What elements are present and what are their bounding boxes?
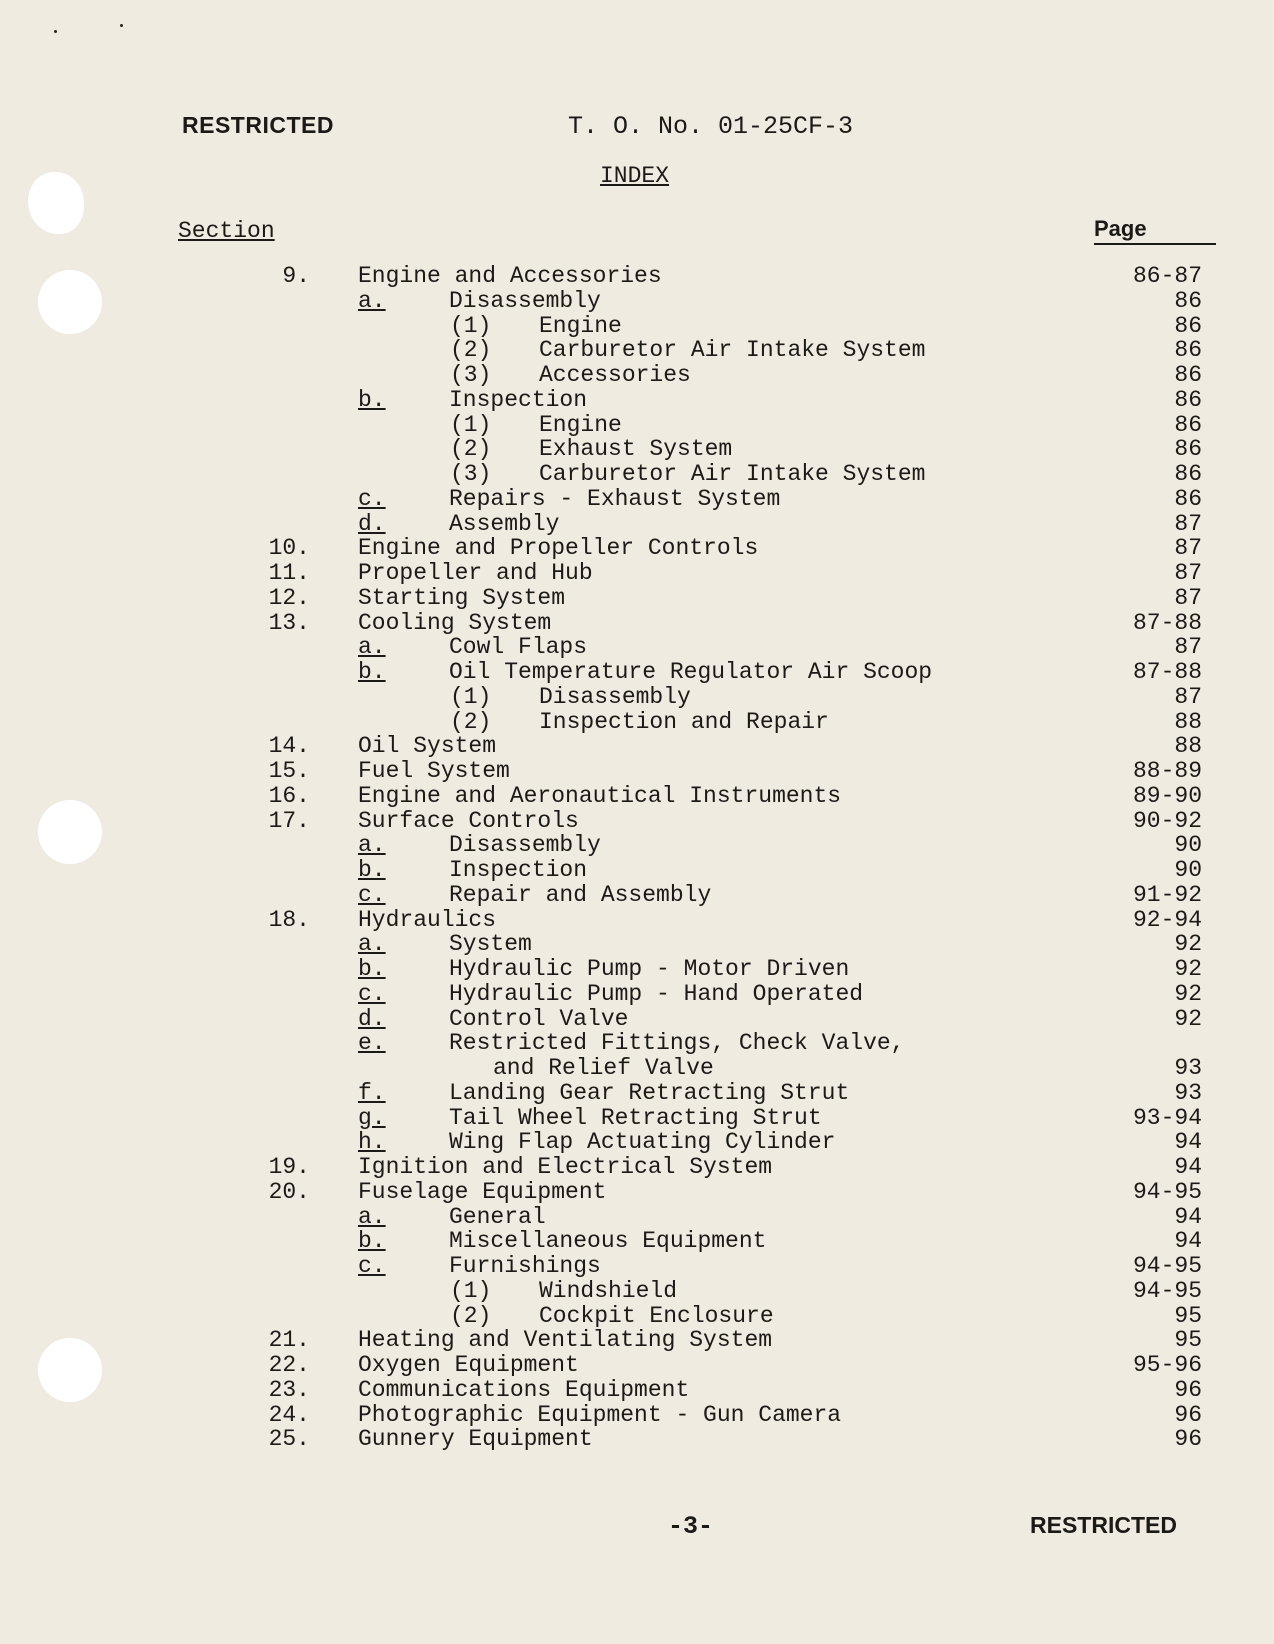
entry-title: Oil Temperature Regulator Air Scoop [449,659,933,685]
page-reference: 87-88 [1132,609,1202,636]
index-entry [0,289,1274,314]
page-reference: 96 [1174,1401,1202,1428]
item-number: (1) [450,1277,492,1304]
footer-classification: RESTRICTED [1030,1512,1177,1538]
subsection-letter: c. [358,881,386,908]
entry-title: Miscellaneous Equipment [449,1228,767,1255]
index-entry [0,413,1274,438]
page-reference: 94 [1174,1228,1202,1255]
section-number: 15. [268,758,310,784]
subsection-letter: h. [358,1129,386,1156]
index-entry [0,437,1274,462]
page-reference: 90 [1174,832,1202,859]
entry-title: Carburetor Air Intake System [539,461,926,487]
page-reference: 86 [1174,461,1202,487]
index-entry [0,957,1274,982]
page-reference: 87 [1174,510,1202,537]
page-reference: 88-89 [1132,758,1202,784]
page-reference: 86 [1174,362,1202,388]
page-reference: 95 [1174,1302,1202,1329]
ink-speck [120,24,123,27]
subsection-letter: b. [358,386,386,413]
entry-title: Fuel System [358,758,510,784]
entry-title: Starting System [358,584,566,611]
page-reference: 93 [1174,1055,1202,1081]
entry-title: Cowl Flaps [449,634,588,661]
index-entry [0,660,1274,685]
index-entry [0,1081,1274,1106]
item-number: (2) [450,337,492,364]
subsection-letter: b. [358,1228,386,1255]
subsection-letter: c. [358,485,386,512]
index-entry [0,1378,1274,1403]
page-reference: 92 [1174,931,1202,958]
page-reference: 86 [1174,485,1202,512]
section-number: 11. [268,560,310,586]
subsection-letter: a. [358,1203,386,1230]
page-number: -3- [668,1512,714,1541]
index-entry [0,932,1274,957]
section-number: 25. [268,1426,310,1453]
page-reference: 92 [1174,1005,1202,1032]
subsection-letter: a. [358,931,386,958]
subsection-letter: b. [358,956,386,982]
entry-title: Windshield [539,1277,678,1304]
index-entry [0,1007,1274,1032]
index-entry [0,685,1274,710]
subsection-letter: d. [358,1005,386,1032]
index-list [0,264,1274,1452]
index-entry [0,1279,1274,1304]
section-column-header: Section [178,218,275,244]
index-entry [0,1427,1274,1452]
page-reference: 92 [1174,980,1202,1007]
section-number: 12. [268,584,310,611]
page-reference: 86 [1174,411,1202,438]
page-reference: 89-90 [1132,782,1202,809]
page-reference: 87 [1174,634,1202,661]
item-number: (1) [450,411,492,438]
item-number: (1) [450,683,492,710]
section-number: 24. [268,1401,310,1428]
page-reference: 87 [1174,683,1202,710]
page-reference: 86 [1174,287,1202,314]
entry-title: Accessories [539,362,691,388]
page-reference: 86 [1174,386,1202,413]
entry-title: Surface Controls [358,807,579,834]
item-number: (1) [450,312,492,339]
page-reference: 92-94 [1132,906,1202,933]
index-entry [0,1180,1274,1205]
page-reference: 93-94 [1132,1104,1202,1131]
page-reference: 90-92 [1132,807,1202,834]
entry-title: Landing Gear Retracting Strut [449,1079,850,1106]
entry-title: Carburetor Air Intake System [539,337,926,364]
section-number: 21. [268,1327,310,1354]
page-reference: 87 [1174,584,1202,611]
torn-punch-hole [28,172,84,234]
security-classification: RESTRICTED [182,112,334,138]
entry-title: Ignition and Electrical System [358,1154,773,1180]
page-reference: 94 [1174,1154,1202,1180]
entry-title: Tail Wheel Retracting Strut [449,1104,822,1131]
page-reference: 93 [1174,1079,1202,1106]
entry-title: Inspection [449,857,588,883]
technical-order-number: T. O. No. 01-25CF-3 [568,112,854,141]
entry-title: Engine [539,411,622,438]
index-entry [0,338,1274,363]
page-reference: 88 [1174,733,1202,760]
section-number: 22. [268,1352,310,1378]
entry-title: Cockpit Enclosure [539,1302,774,1329]
index-entry [0,982,1274,1007]
index-entry [0,1304,1274,1329]
entry-title: Disassembly [539,683,691,710]
entry-title: Disassembly [449,287,601,314]
page-reference: 94 [1174,1129,1202,1156]
entry-title: Restricted Fittings, Check Valve, [449,1030,905,1057]
index-entry [0,1328,1274,1353]
page-reference: 96 [1174,1376,1202,1403]
index-entry [0,734,1274,759]
section-number: 19. [268,1154,310,1180]
index-entry [0,388,1274,413]
index-entry [0,1106,1274,1131]
page-title: INDEX [600,163,670,189]
entry-title: Engine and Accessories [358,263,662,289]
index-entry [0,1155,1274,1180]
index-entry [0,487,1274,512]
item-number: (2) [450,1302,492,1329]
page-column-header: Page [1094,216,1147,241]
entry-title: Engine [539,312,622,339]
entry-title: Hydraulic Pump - Motor Driven [449,956,850,982]
entry-title: Repair and Assembly [449,881,712,908]
entry-title: and Relief Valve [493,1055,714,1081]
index-entry [0,784,1274,809]
page-reference: 95-96 [1132,1352,1202,1378]
index-entry [0,759,1274,784]
entry-title: Hydraulic Pump - Hand Operated [449,980,864,1007]
section-number: 14. [268,733,310,760]
subsection-letter: a. [358,287,386,314]
subsection-letter: d. [358,510,386,537]
page-reference: 87-88 [1132,659,1202,685]
index-entry [0,809,1274,834]
index-entry [0,710,1274,735]
page-reference: 86 [1174,312,1202,339]
index-entry [0,611,1274,636]
subsection-letter: a. [358,634,386,661]
entry-title: Hydraulics [358,906,497,933]
entry-title: Inspection and Repair [539,708,829,735]
index-entry [0,1031,1274,1056]
index-entry [0,586,1274,611]
index-entry [0,314,1274,339]
subsection-letter: c. [358,1253,386,1279]
entry-title: Exhaust System [539,436,733,463]
item-number: (3) [450,461,492,487]
entry-title: Inspection [449,386,588,413]
item-number: (2) [450,708,492,735]
section-number: 13. [268,609,310,636]
page-reference: 92 [1174,956,1202,982]
index-entry [0,1353,1274,1378]
index-entry [0,264,1274,289]
section-number: 20. [268,1178,310,1205]
entry-title: System [449,931,532,958]
index-entry [0,536,1274,561]
page-reference: 94 [1174,1203,1202,1230]
page-reference: 86 [1174,436,1202,463]
section-number: 17. [268,807,310,834]
entry-title: Heating and Ventilating System [358,1327,773,1354]
entry-title: Photographic Equipment - Gun Camera [358,1401,842,1428]
index-entry [0,1254,1274,1279]
index-entry [0,883,1274,908]
entry-title: General [449,1203,546,1230]
section-number: 23. [268,1376,310,1403]
index-entry [0,561,1274,586]
index-entry [0,635,1274,660]
item-number: (2) [450,436,492,463]
subsection-letter: b. [358,857,386,883]
section-number: 18. [268,906,310,933]
index-entry [0,1056,1274,1081]
subsection-letter: g. [358,1104,386,1131]
entry-title: Furnishings [449,1253,601,1279]
ink-speck [54,30,57,33]
entry-title: Communications Equipment [358,1376,690,1403]
subsection-letter: a. [358,832,386,859]
page-reference: 86 [1174,337,1202,364]
page-reference: 88 [1174,708,1202,735]
subsection-letter: f. [358,1079,386,1106]
page-reference: 94-95 [1132,1253,1202,1279]
page-reference: 94-95 [1132,1277,1202,1304]
page-reference: 86-87 [1132,263,1202,289]
page-reference: 90 [1174,857,1202,883]
entry-title: Wing Flap Actuating Cylinder [449,1129,836,1156]
item-number: (3) [450,362,492,388]
page-reference: 95 [1174,1327,1202,1354]
entry-title: Oxygen Equipment [358,1352,579,1378]
index-entry [0,1403,1274,1428]
index-entry [0,908,1274,933]
page-reference: 91-92 [1132,881,1202,908]
entry-title: Engine and Aeronautical Instruments [358,782,842,809]
index-entry [0,363,1274,388]
section-number: 10. [268,535,310,562]
entry-title: Gunnery Equipment [358,1426,593,1453]
entry-title: Engine and Propeller Controls [358,535,759,562]
entry-title: Oil System [358,733,497,760]
entry-title: Disassembly [449,832,601,859]
entry-title: Fuselage Equipment [358,1178,607,1205]
entry-title: Assembly [449,510,560,537]
index-entry [0,462,1274,487]
entry-title: Propeller and Hub [358,560,593,586]
entry-title: Control Valve [449,1005,629,1032]
index-entry [0,512,1274,537]
index-entry [0,858,1274,883]
subsection-letter: e. [358,1030,386,1057]
page-column-rule [1094,243,1216,245]
page-reference: 94-95 [1132,1178,1202,1205]
index-entry [0,833,1274,858]
subsection-letter: b. [358,659,386,685]
index-entry [0,1229,1274,1254]
index-entry [0,1130,1274,1155]
page-reference: 87 [1174,560,1202,586]
section-number: 9. [282,263,310,289]
entry-title: Repairs - Exhaust System [449,485,781,512]
entry-title: Cooling System [358,609,552,636]
page-reference: 87 [1174,535,1202,562]
section-number: 16. [268,782,310,809]
index-entry [0,1205,1274,1230]
page-reference: 96 [1174,1426,1202,1453]
subsection-letter: c. [358,980,386,1007]
